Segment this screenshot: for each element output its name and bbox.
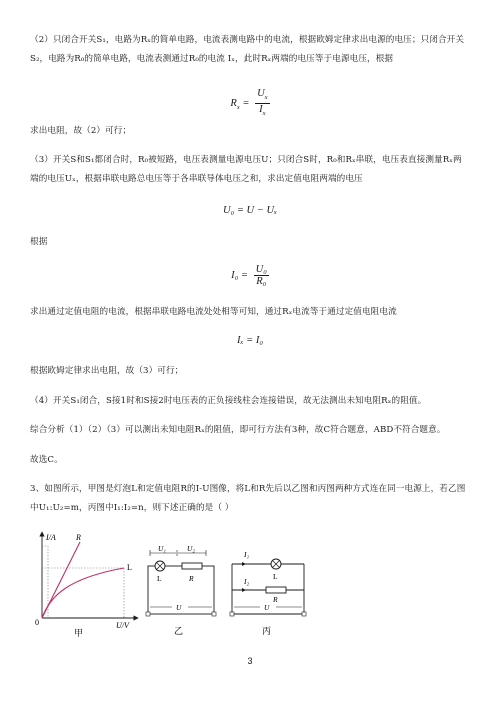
paragraph-3: （3）开关S和S₁都闭合时，R₀被短路，电压表测量电源电压U；只闭合S时，R₀和Rₓ串联，电压表直接测量Rₓ两端的电压Uₓ，根据串联电路总电压等于各串联导体电压之和，求出定值电阻两端的电压 xyxy=(30,155,462,184)
formula-u0: U₀ = U − Uₓ xyxy=(222,205,278,216)
caption-bing: 丙 xyxy=(262,626,272,636)
curve-l-label: L xyxy=(127,563,132,572)
label-resistor: R xyxy=(189,574,194,583)
figure-bing-parallel-circuit xyxy=(226,544,310,638)
label-resistor: R xyxy=(273,595,278,604)
resistor-icon xyxy=(266,587,286,593)
label-u1: U₁ xyxy=(158,544,167,553)
caption-jia: 甲 xyxy=(74,628,84,638)
paragraph-2: （2）只闭合开关S₁，电路为Rₓ的简单电路，电流表测电路中的电流，根据欧姆定律求出电源的电压；只闭合开关S₂，电路为R₀的简单电路，电流表测通过R₀的电流 Iₓ，此时Rₓ两端的电压等于电源电压，根据 xyxy=(30,35,465,64)
paragraph-4: （4）开关S₁闭合，S接1时和S接2时电压表的正负接线柱会连接错误，故无法测出未知电阻Rₓ的阻值。 xyxy=(30,396,427,406)
paragraph-current: 求出通过定值电阻的电流，根据串联电路电流处处相等可知，通过Rₓ电流等于通过定值电阻电流 xyxy=(30,307,397,317)
y-axis-label: I/A xyxy=(46,533,56,542)
formula-ix: Iₓ = I₀ xyxy=(237,335,263,346)
label-u: U xyxy=(176,603,182,612)
label-u2: U₂ xyxy=(187,544,196,553)
paragraph-answer: 故选C。 xyxy=(30,455,63,465)
label-i1: I₁ xyxy=(244,550,250,559)
label-lamp: L xyxy=(157,574,162,583)
paragraph-summary: 综合分析（1）（2）（3）可以测出未知电阻Rₓ的阻值，即可行方法有3种，故C符合题意，ABD不符合题意。 xyxy=(30,425,446,435)
question-3: 3、如图所示，甲图是灯泡L和定值电阻R的I-U图像，将L和R先后以乙图和丙图两种方式连在同一电源上，若乙图中U₁:U₂=m，丙图中I₁:I₂=n，则下述正确的是（ ） xyxy=(30,484,466,513)
label-u: U xyxy=(264,603,270,612)
paragraph-conclusion-3: 根据欧姆定律求出电阻，故（3）可行； xyxy=(30,366,184,376)
x-axis-label: U/V xyxy=(116,621,129,630)
curve-r-label: R xyxy=(76,533,81,542)
formula-rx: $R_x$ = $\frac{U_x}{I_x}$ xyxy=(230,88,268,118)
figure-jia-iu-graph xyxy=(32,530,142,642)
paragraph-conclusion-2: 求出电阻，故（2）可行； xyxy=(30,126,132,136)
caption-yi: 乙 xyxy=(174,626,184,636)
formula-i0: I₀ = $\frac{\text{U₀}}{\text{R₀}}$ xyxy=(231,264,267,287)
paragraph-according: 根据 xyxy=(30,237,48,247)
resistor-icon xyxy=(182,563,202,569)
label-lamp: L xyxy=(273,572,278,581)
origin-label: 0 xyxy=(35,618,39,627)
figure-yi-series-circuit xyxy=(142,544,220,638)
label-i2: I₂ xyxy=(244,577,250,586)
page-number: 3 xyxy=(247,656,253,666)
